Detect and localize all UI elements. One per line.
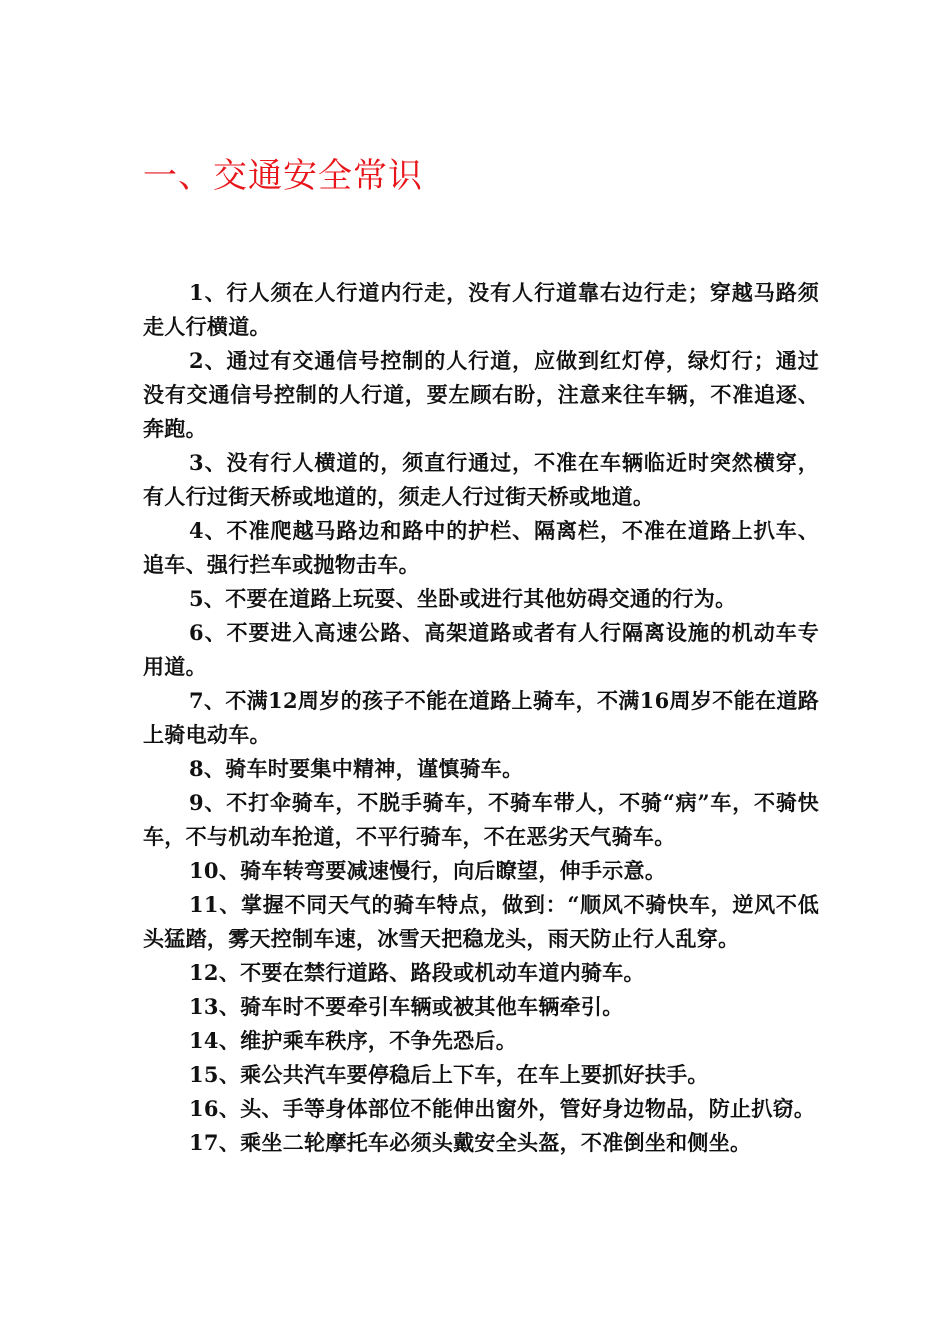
rule-paragraph-8: 8、骑车时要集中精神，谨慎骑车。 <box>189 756 524 781</box>
rule-paragraph-1: 1、行人须在人行道内行走，没有人行道靠右边行走；穿越马路须走人行横道。 <box>143 280 819 339</box>
rule-paragraph-3: 3、没有行人横道的，须直行通过，不准在车辆临近时突然横穿，有人行过街天桥或地道的，须走人行过街天桥或地道。 <box>143 450 819 509</box>
rule-paragraph-16: 16、头、手等身体部位不能伸出窗外，管好身边物品，防止扒窃。 <box>189 1096 816 1121</box>
rule-paragraph-4: 4、不准爬越马路边和路中的护栏、隔离栏，不准在道路上扒车、追车、强行拦车或抛物击车。 <box>143 518 819 577</box>
rule-paragraph-13: 13、骑车时不要牵引车辆或被其他车辆牵引。 <box>189 994 624 1019</box>
rule-paragraph-15: 15、乘公共汽车要停稳后上下车，在车上要抓好扶手。 <box>189 1062 709 1087</box>
rule-paragraph-14: 14、维护乘车秩序，不争先恐后。 <box>189 1028 518 1053</box>
rule-paragraph-2: 2、通过有交通信号控制的人行道，应做到红灯停，绿灯行；通过没有交通信号控制的人行道，要左顾右盼，注意来往车辆，不准追逐、奔跑。 <box>143 348 819 441</box>
rule-paragraph-12: 12、不要在禁行道路、路段或机动车道内骑车。 <box>189 960 645 985</box>
rule-paragraph-11: 11、掌握不同天气的骑车特点，做到：“顺风不骑快车，逆风不低头猛踏，雾天控制车速，冰雪天把稳龙头，雨天防止行人乱穿。 <box>143 892 819 951</box>
safety-rules-list <box>143 276 819 1160</box>
rule-paragraph-9: 9、不打伞骑车，不脱手骑车，不骑车带人，不骑“病”车，不骑快车，不与机动车抢道，不平行骑车，不在恶劣天气骑车。 <box>143 790 819 849</box>
rule-paragraph-10: 10、骑车转弯要减速慢行，向后瞭望，伸手示意。 <box>189 858 667 883</box>
section-heading: 一、交通安全常识 <box>143 156 423 196</box>
rule-paragraph-7: 7、不满12周岁的孩子不能在道路上骑车，不满16周岁不能在道路上骑电动车。 <box>143 688 819 747</box>
rule-paragraph-6: 6、不要进入高速公路、高架道路或者有人行隔离设施的机动车专用道。 <box>143 620 819 679</box>
rule-paragraph-17: 17、乘坐二轮摩托车必须头戴安全头盔，不准倒坐和侧坐。 <box>189 1130 752 1155</box>
rule-paragraph-5: 5、不要在道路上玩耍、坐卧或进行其他妨碍交通的行为。 <box>189 586 737 611</box>
